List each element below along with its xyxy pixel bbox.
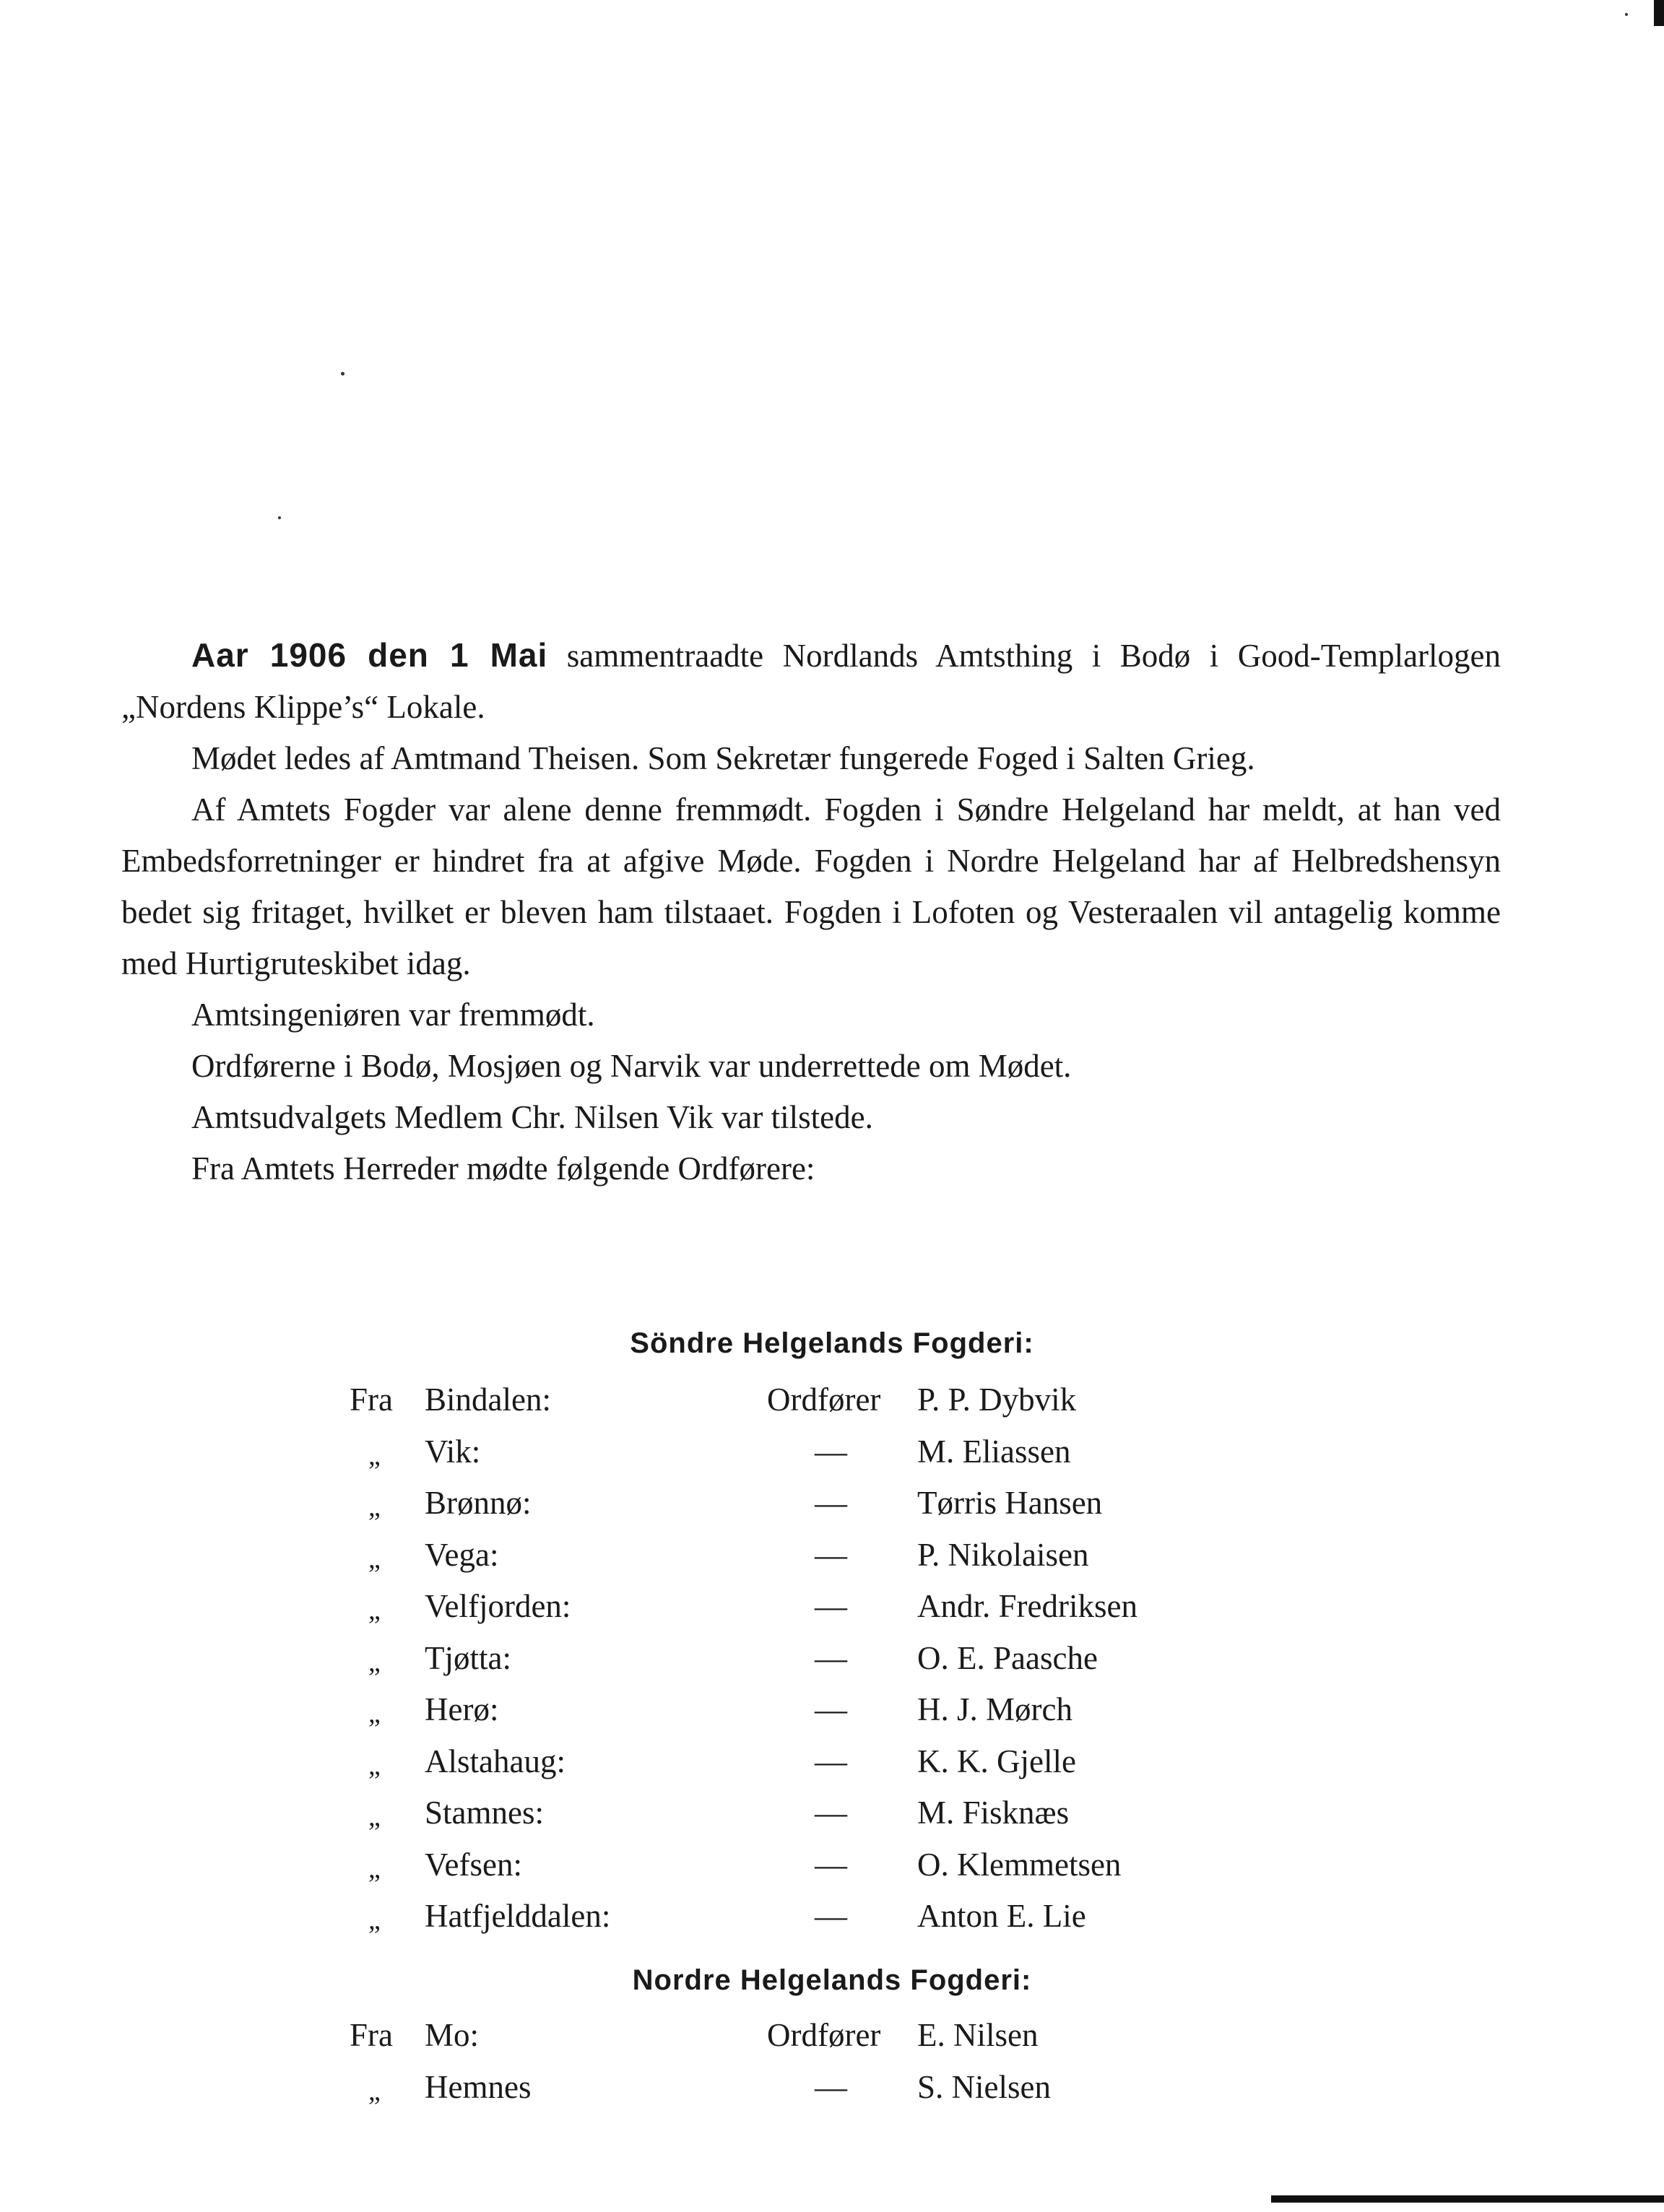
ordforer-name: P. P. Dybvik [917, 1382, 1077, 1418]
place-name: Bindalen: [425, 1382, 551, 1418]
row-prefix: „ [368, 1802, 381, 1832]
role-label: — [815, 1743, 847, 1779]
roster-row [0, 1530, 1664, 1582]
ordforer-name: Anton E. Lie [917, 1898, 1086, 1934]
place-name: Hatfjelddalen: [425, 1898, 611, 1934]
roster-row [0, 1581, 1664, 1633]
role-label: — [815, 2068, 847, 2105]
place-name: Vefsen: [425, 1846, 522, 1883]
role-label: — [815, 1898, 847, 1934]
role-label: — [815, 1485, 847, 1521]
role-label: — [815, 1795, 847, 1831]
ordforer-name: K. K. Gjelle [917, 1743, 1076, 1779]
row-prefix: „ [368, 1750, 381, 1781]
row-prefix: Fra [350, 2017, 393, 2053]
roster-row [0, 1426, 1664, 1478]
row-prefix: „ [368, 1699, 381, 1729]
paragraph [121, 630, 1501, 733]
ordforer-name: P. Nikolaisen [917, 1536, 1089, 1573]
roster-row [0, 1374, 1664, 1426]
roster-row [0, 1684, 1664, 1736]
row-prefix: „ [368, 1440, 381, 1471]
role-label: — [815, 1433, 847, 1470]
scan-speck [278, 516, 281, 519]
place-name: Mo: [425, 2017, 480, 2053]
roster-row [0, 1787, 1664, 1839]
roster-list [0, 1374, 1664, 1943]
ordforer-name: Andr. Fredriksen [917, 1588, 1138, 1624]
scan-edge-mark [1654, 0, 1664, 26]
scan-speck [341, 372, 344, 376]
place-name: Vega: [425, 1536, 499, 1573]
paragraph: Mødet ledes af Amtmand Theisen. Som Sekretær fungerede Foged i Salten Grieg. [191, 740, 1255, 776]
roster-row [0, 2010, 1664, 2062]
roster-row [0, 1633, 1664, 1685]
ordforer-name: H. J. Mørch [917, 1691, 1072, 1727]
paragraph: Ordførerne i Bodø, Mosjøen og Narvik var underrettede om Mødet. [191, 1048, 1072, 1084]
row-prefix: Fra [350, 1382, 393, 1418]
roster-row [0, 1478, 1664, 1530]
ordforer-name: E. Nilsen [917, 2017, 1039, 2053]
paragraph: Amtsingeniøren var fremmødt. [191, 997, 595, 1033]
body-text [121, 630, 1501, 1194]
row-prefix: „ [368, 1647, 381, 1678]
roster-row [0, 1736, 1664, 1788]
role-label: — [815, 1639, 847, 1676]
row-prefix: „ [368, 1492, 381, 1522]
role-label: Ordfører [767, 1382, 881, 1418]
paragraph-text: sammentraadte Nordlands Amtsthing i Bodø i Good-Templarlogen „Nordens Klippe’s“ Lokale. [121, 638, 1502, 725]
paragraph: Fra Amtets Herreder mødte følgende Ordførere: [191, 1150, 815, 1187]
place-name: Herø: [425, 1691, 499, 1727]
section-title: Söndre Helgelands Fogderi: [630, 1327, 1034, 1359]
place-name: Stamnes: [425, 1795, 544, 1831]
place-name: Hemnes [425, 2068, 532, 2105]
ordforer-name: M. Fisknæs [917, 1795, 1070, 1831]
roster-row [0, 1839, 1664, 1891]
place-name: Tjøtta: [425, 1639, 511, 1676]
ordforer-name: Tørris Hansen [917, 1485, 1103, 1521]
ordforer-name: O. E. Paasche [917, 1639, 1098, 1676]
role-label: Ordfører [767, 2017, 881, 2053]
place-name: Brønnø: [425, 1485, 532, 1521]
row-prefix: „ [368, 1905, 381, 1935]
row-prefix: „ [368, 1853, 381, 1884]
scan-speck [1625, 13, 1628, 16]
paragraph: Af Amtets Fogder var alene denne fremmødt. Fogden i Søndre Helgeland har meldt, at han ved Embedsforretninger er hindret fra at afgive Møde. Fogden i Nordre Helgeland har af Helbredshensyn bedet sig fritaget, hvilket er bleven ham tilstaaet. Fogden i Lofoten og Vesteraalen vil antagelig komme med Hurtigruteskibet idag. [121, 791, 1501, 981]
section-title: Nordre Helgelands Fogderi: [632, 1964, 1032, 1996]
roster-list [0, 2010, 1664, 2113]
row-prefix: „ [368, 2076, 381, 2107]
roster-row [0, 2062, 1664, 2114]
ordforer-name: O. Klemmetsen [917, 1846, 1122, 1883]
ordforer-name: S. Nielsen [917, 2068, 1051, 2105]
role-label: — [815, 1846, 847, 1883]
paragraph: Amtsudvalgets Medlem Chr. Nilsen Vik var tilstede. [191, 1099, 873, 1135]
place-name: Velfjorden: [425, 1588, 571, 1624]
role-label: — [815, 1588, 847, 1624]
ordforer-name: M. Eliassen [917, 1433, 1071, 1470]
row-prefix: „ [368, 1543, 381, 1574]
row-prefix: „ [368, 1595, 381, 1626]
role-label: — [815, 1536, 847, 1573]
roster-row [0, 1891, 1664, 1943]
place-name: Alstahaug: [425, 1743, 566, 1779]
scan-edge-mark [1271, 2195, 1664, 2203]
role-label: — [815, 1691, 847, 1727]
opening-date: Aar 1906 den 1 Mai [191, 636, 548, 674]
place-name: Vik: [425, 1433, 481, 1470]
